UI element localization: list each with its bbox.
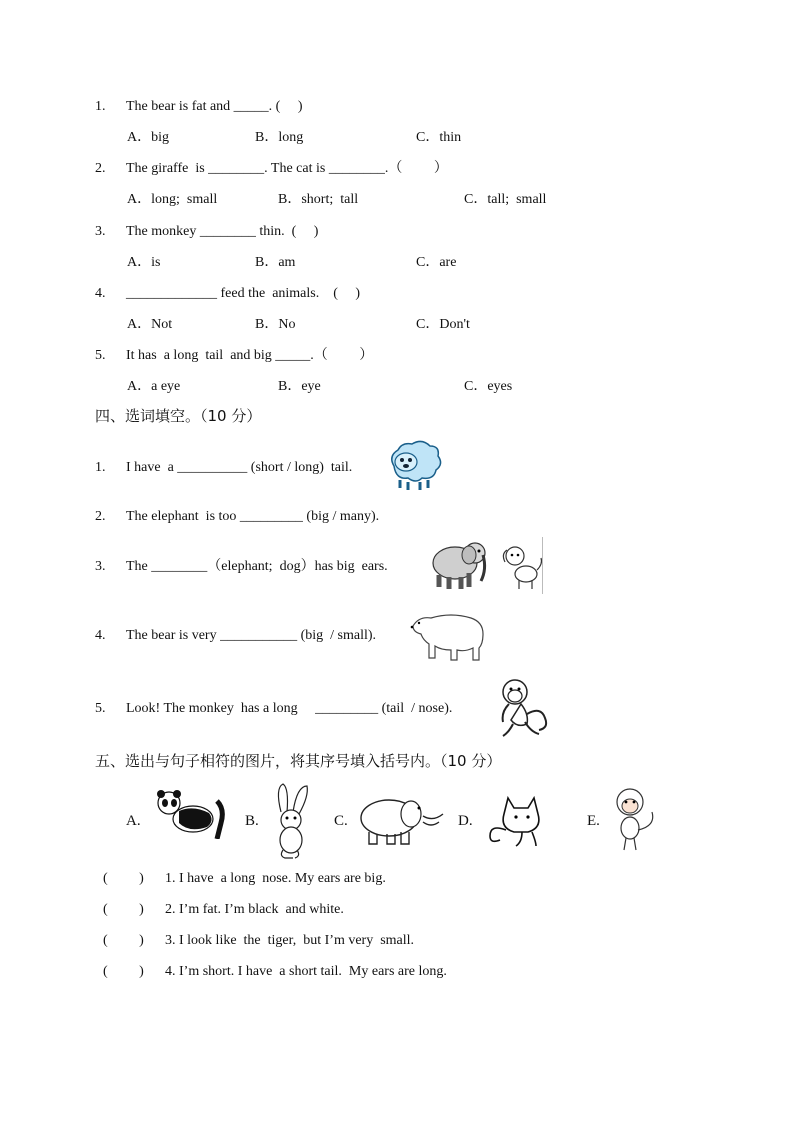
- divider: [542, 537, 543, 594]
- section5-heading: 五、选出与句子相符的图片，将其序号填入括号内。（10 分）: [95, 752, 502, 770]
- answer-bracket[interactable]: ( ): [103, 871, 144, 886]
- answer-bracket[interactable]: ( ): [103, 964, 144, 979]
- bear-picture: [409, 608, 487, 662]
- item-text: The bear is very ___________ (big / small).: [126, 628, 377, 643]
- question-number: 1.: [95, 99, 106, 114]
- item-number: 3.: [95, 559, 106, 574]
- panda-picture: [151, 787, 231, 839]
- monkey-picture-2: [608, 784, 662, 854]
- question-text: _____________ feed the animals. ( ): [126, 286, 361, 301]
- option-b: B．eye: [278, 379, 321, 394]
- option-c: C．Don't: [416, 317, 470, 332]
- question-text: The giraffe is ________. The cat is ________.（ ）: [126, 161, 448, 176]
- picture-label: E.: [587, 813, 600, 829]
- option-b: B．am: [255, 255, 296, 270]
- elephant-picture-2: [357, 792, 445, 848]
- option-c: C．tall; small: [464, 192, 547, 207]
- sentence-text: 3. I look like the tiger, but I’m very small.: [165, 933, 415, 948]
- question-number: 3.: [95, 224, 106, 239]
- item-number: 4.: [95, 628, 106, 643]
- option-b: B．No: [255, 317, 296, 332]
- picture-label: B.: [245, 813, 259, 829]
- sheep-picture: [384, 436, 442, 494]
- item-text: The ________（elephant; dog）has big ears.: [126, 559, 388, 574]
- option-b: B．short; tall: [278, 192, 359, 207]
- question-text: The monkey ________ thin. ( ): [126, 224, 319, 239]
- option-a: A．Not: [127, 317, 173, 332]
- picture-label: A.: [126, 813, 141, 829]
- option-b: B．long: [255, 130, 304, 145]
- picture-label: C.: [334, 813, 348, 829]
- picture-label: D.: [458, 813, 473, 829]
- answer-bracket[interactable]: ( ): [103, 902, 144, 917]
- option-a: A．is: [127, 255, 161, 270]
- item-text: The elephant is too _________ (big / many).: [126, 509, 380, 524]
- sentence-text: 1. I have a long nose. My ears are big.: [165, 871, 386, 886]
- elephant-picture: [427, 533, 489, 591]
- option-c: C．are: [416, 255, 457, 270]
- section4-heading: 四、选词填空。（10 分）: [95, 407, 262, 425]
- question-number: 4.: [95, 286, 106, 301]
- item-number: 5.: [95, 701, 106, 716]
- question-number: 2.: [95, 161, 106, 176]
- question-number: 5.: [95, 348, 106, 363]
- sentence-text: 4. I’m short. I have a short tail. My ears are long.: [165, 964, 447, 979]
- dog-picture: [499, 540, 545, 592]
- option-a: A．big: [127, 130, 169, 145]
- option-c: C．thin: [416, 130, 462, 145]
- item-number: 2.: [95, 509, 106, 524]
- option-c: C．eyes: [464, 379, 513, 394]
- cat-picture: [486, 790, 558, 850]
- item-text: I have a __________ (short / long) tail.: [126, 460, 353, 475]
- sentence-text: 2. I’m fat. I’m black and white.: [165, 902, 344, 917]
- monkey-picture: [495, 674, 559, 740]
- option-a: A．long; small: [127, 192, 218, 207]
- item-number: 1.: [95, 460, 106, 475]
- rabbit-picture: [267, 782, 321, 860]
- option-a: A．a eye: [127, 379, 181, 394]
- item-text: Look! The monkey has a long _________ (tail / nose).: [126, 701, 453, 716]
- question-text: The bear is fat and _____. ( ): [126, 99, 303, 114]
- answer-bracket[interactable]: ( ): [103, 933, 144, 948]
- question-text: It has a long tail and big _____.（ ）: [126, 348, 374, 363]
